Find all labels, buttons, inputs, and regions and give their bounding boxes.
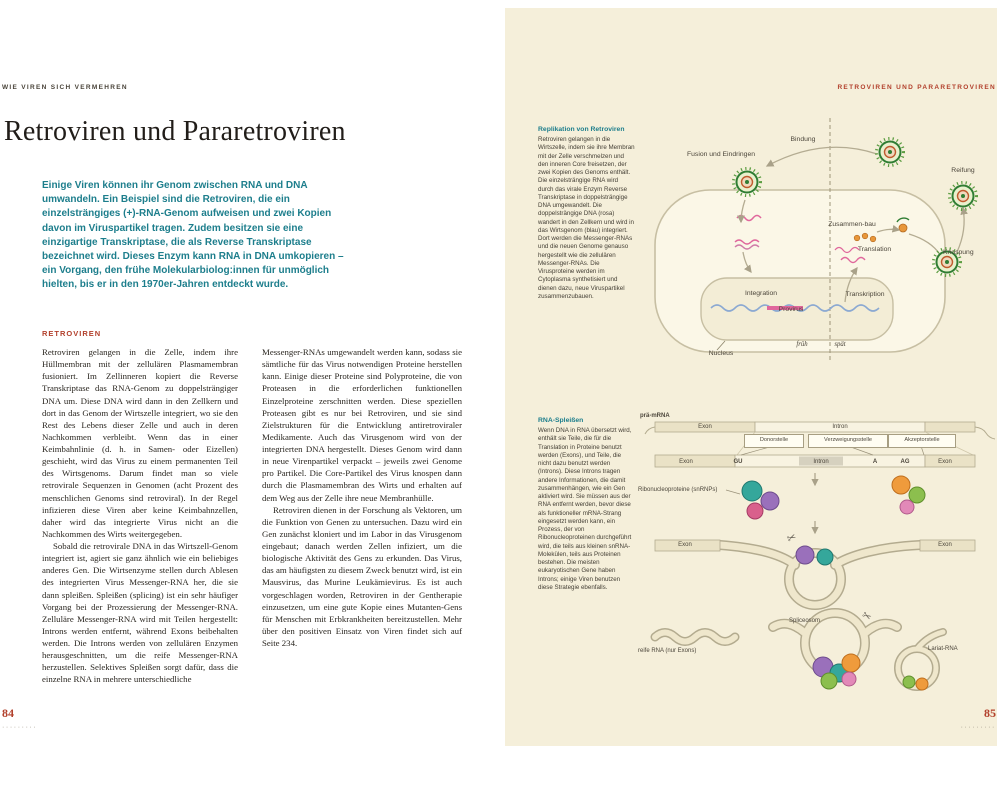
section-header: RETROVIREN — [42, 329, 102, 338]
scissors-icon: ✂ — [785, 530, 799, 546]
scissors-icon: ✂ — [859, 609, 874, 625]
snrnp-blob — [903, 676, 915, 688]
label-intron: Intron — [813, 459, 829, 465]
snrnp-blob — [900, 500, 914, 514]
label-donor-site: Donorstelle — [744, 434, 804, 448]
label-spaet: spät — [834, 341, 846, 348]
snrnp-blob — [916, 678, 928, 690]
label-nucleus: Nucleus — [708, 350, 734, 357]
label-exon: Exon — [938, 459, 952, 465]
label-translation: Translation — [857, 246, 892, 253]
label-exon: Exon — [678, 542, 692, 548]
label-exon: Exon — [679, 459, 693, 465]
label-lariat-rna: Lariat-RNA — [928, 646, 958, 652]
snrnp-pointer — [726, 490, 740, 494]
body-paragraph: Retroviren gelangen in die Zelle, indem ihre Hüllmembran mit der zellulären Plasmamembran fusioniert. Im Zellinneren kopiert die Reverse Transkriptase das RNA-Genom zu doppelsträngiger DNA um. Diese DNA wird dann in den Zellkern und dort in das Genom der Wirtszelle integriert, wo sie den Rest des Lebens dieser Zelle und auch in deren Nachkommen verbleibt. Wenn das in einer Keimbahnlinie (d. h. in Samen- oder Eizellen) geschieht, wird das Virus zu einem permanenten Teil des Wirtsgenoms. Darum findet man so viele retrovirale Sequenzen in Genomen (acht Prozent des menschlichen Genoms sind retroviral). In der Regel infizieren diese Viren aber keine Keimbahnzellen, daher wird das integrierte Virus nicht an die Nachkommen des Wirts weitergegeben. — [42, 347, 238, 539]
text-column-1 — [42, 346, 238, 686]
label-integration: Integration — [744, 290, 778, 297]
body-paragraph: Sobald die retrovirale DNA in das Wirtszell-Genom integriert ist, agiert sie ganz ähnlich wie ein beliebiges anderes Gen. Die Wirtsenzyme stellen durch Ablesen des integrierten Virus Messenger-RNA her, die sie dann spleißen. Spleißen (splicing) ist ein sehr häufiger Vorgang bei der Prozessierung der Messenger-RNA. Zelluläre Messenger-RNA wird mit Teilen hergestellt: Introns werden entfernt, während Exons beibehalten werden. Die Introns werden von zellulären Enzymen herausgeschnitten, um die reife Messenger-RNA herzustellen. Selektives Spleißen sorgt dafür, dass die einzelne RNA in mehrere unterschiedliche — [42, 541, 238, 685]
text-column-2 — [262, 346, 462, 649]
label-bindung: Bindung — [790, 136, 816, 143]
label-transkription: Transkription — [845, 291, 885, 298]
footer-dots-left: ········· — [2, 724, 38, 731]
intro-paragraph: Einige Viren können ihr Genom zwischen RNA und DNA umwandeln. Ein Beispiel sind die Retroviren, die ein einzelsträngiges (+)-RNA-Genom aufweisen und zwei Kopien davon im Viruspartikel tragen. Zudem besitzen sie eine einzigartige Transkriptase, die als Reverse Transkriptase bezeichnet wird. Dieses Enzym kann RNA in DNA umkopieren – ein Vorgang, den frühe Molekularbiolog:innen für unmöglich hielten, bis er in den 1970er-Jahren entdeckt wurde. — [42, 180, 344, 291]
label-intron: Intron — [832, 424, 848, 430]
label-snrnp: Ribonucleoproteine (snRNPs) — [638, 487, 718, 493]
virion-binding — [877, 139, 904, 166]
footer-dots-right: ········· — [960, 724, 996, 731]
exon-segment — [925, 422, 975, 432]
label-branch-a: A — [872, 459, 878, 465]
snrnp-blob — [892, 476, 910, 494]
sidebar-heading: RNA-Spleißen — [538, 417, 584, 424]
snrnp-blob — [842, 654, 860, 672]
label-branch-site: Verzweigungsstelle — [808, 434, 888, 448]
running-header-left: WIE VIREN SICH VERMEHREN — [2, 84, 128, 91]
assembling-core — [899, 224, 907, 232]
label-fusion: Fusion und Eindringen — [686, 151, 755, 158]
label-exon: Exon — [698, 424, 712, 430]
virion-mature — [950, 183, 977, 210]
label-acceptor-site: Akzeptorstelle — [888, 434, 956, 448]
rna-tail — [645, 427, 655, 434]
label-gu: GU — [733, 459, 743, 465]
label-provirus: Provirus — [778, 306, 804, 313]
page-number-right: 85 — [984, 706, 996, 720]
label-knospung: Knospung — [943, 249, 974, 256]
label-ag: AG — [900, 459, 910, 465]
body-paragraph: Messenger-RNAs umgewandelt werden kann, sodass sie sämtliche für das Virus notwendigen Proteine herstellen kann. Einige dieser Proteine sind Polyproteine, die von Proteasen in die erforderlichen funktionellen Einzelproteine zerschnitten werden. Diese speziellen Proteasen gibt es nur bei Retroviren, und sie sind Zielstrukturen für die Entwicklung antiretroviraler Medikamente. Auch das Virusgenom wird von der integrierten DNA hergestellt. Dieses Genom wird dann in neue Virenpartikel verpackt – jeweils zwei Genome pro Partikel. Die Core-Partikel des Virus knospen dann durch die Plasmamembran des Wirts und erhalten auf dem Weg aus der Zelle ihre neue Membranhülle. — [262, 347, 462, 503]
page-title: Retroviren und Pararetroviren — [4, 116, 346, 147]
label-pre-mrna: prä-mRNA — [640, 413, 670, 419]
label-mature-rna: reife RNA (nur Exons) — [638, 648, 697, 654]
label-zusammenbau: Zusammen-bau — [828, 221, 876, 228]
label-reifung: Reifung — [951, 167, 975, 174]
sidebar-heading: Replikation von Retroviren — [538, 126, 625, 133]
snrnp-blob — [821, 673, 837, 689]
snrnp-blob — [761, 492, 779, 510]
ribosome — [870, 236, 876, 242]
label-exon: Exon — [938, 542, 952, 548]
page-number-left: 84 — [2, 706, 14, 720]
label-spliceosom: Spliceosom — [788, 618, 820, 624]
snrnp-blob — [747, 503, 763, 519]
body-paragraph: Retroviren dienen in der Forschung als Vektoren, um die Funktion von Genen zu untersuchen. Dazu wird ein Gen zunächst kloniert und im Labor in das Virusgenom eingebaut; danach werden Zellen infiziert, um die biologische Aktivität des Gens zu erkunden. Das Virus, das am häufigsten zu diesem Zweck benutzt wird, ist ein Mausvirus, das Murine Leukämievirus. Es ist auch vorgeschlagen worden, Retroviren in der Gentherapie einzusetzen, um eine gute Kopie eines Mutanten-Gens für Menschen mit Erbkrankheiten bereitzustellen. Mehr über den positiven Einsatz von Viren findet sich auf Seite 234. — [262, 504, 462, 648]
ribosome — [862, 233, 868, 239]
label-frueh: früh — [796, 341, 808, 348]
snrnp-blob — [796, 546, 814, 564]
sidebar-body: Retroviren gelangen in die Wirtszelle, indem sie ihre Membran mit der Zelle verschmelzen und den inneren Core freisetzen, der zwei Kopien des Genoms enthält. Die einzelsträngige RNA wird durch das virale Enzym Reverse Transkriptase in doppelsträngige DNA umgewandelt. Die doppelsträngige DNA (rosa) wandert in den Zellkern und wird in das Wirtsgenom (blau) integriert. Dort werden die Messenger-RNAs und die neuen Genome genauso hergestellt wie die zellulären Messenger-RNAs. Die Virusproteine werden im Cytoplasma synthetisiert und dienen dazu, neue Viruspartikel zusammenzubauen. — [538, 136, 635, 300]
snrnp-blob — [842, 672, 856, 686]
snrnp-blob — [742, 481, 762, 501]
rna-tail — [975, 427, 995, 439]
sidebar-body: Wenn DNA in RNA übersetzt wird, enthält sie Teile, die für die Translation in Proteine benutzt werden (Exons), und Teile, die nicht dazu benutzt werden (Introns). Diese Introns tragen andere Informationen, die damit zusammenhängen, wie ein Gen aktiviert wird. Sie müssen aus der RNA entfernt werden, bevor diese als funktioneller mRNA-Strang eingesetzt werden kann, ein Prozess, der von Ribonucleoproteinen durchgeführt wird, die teils aus kleinen snRNA-Molekülen, teils aus Proteinen bestehen. Die meisten eukaryotischen Gene haben Introns; einige Viren benutzen diese Strategie ebenfalls. — [538, 427, 632, 591]
snrnp-blob — [909, 487, 925, 503]
running-header-right: RETROVIREN UND PARARETROVIREN — [837, 84, 996, 91]
snrnp-blob — [817, 549, 833, 565]
ribosome — [854, 235, 860, 241]
